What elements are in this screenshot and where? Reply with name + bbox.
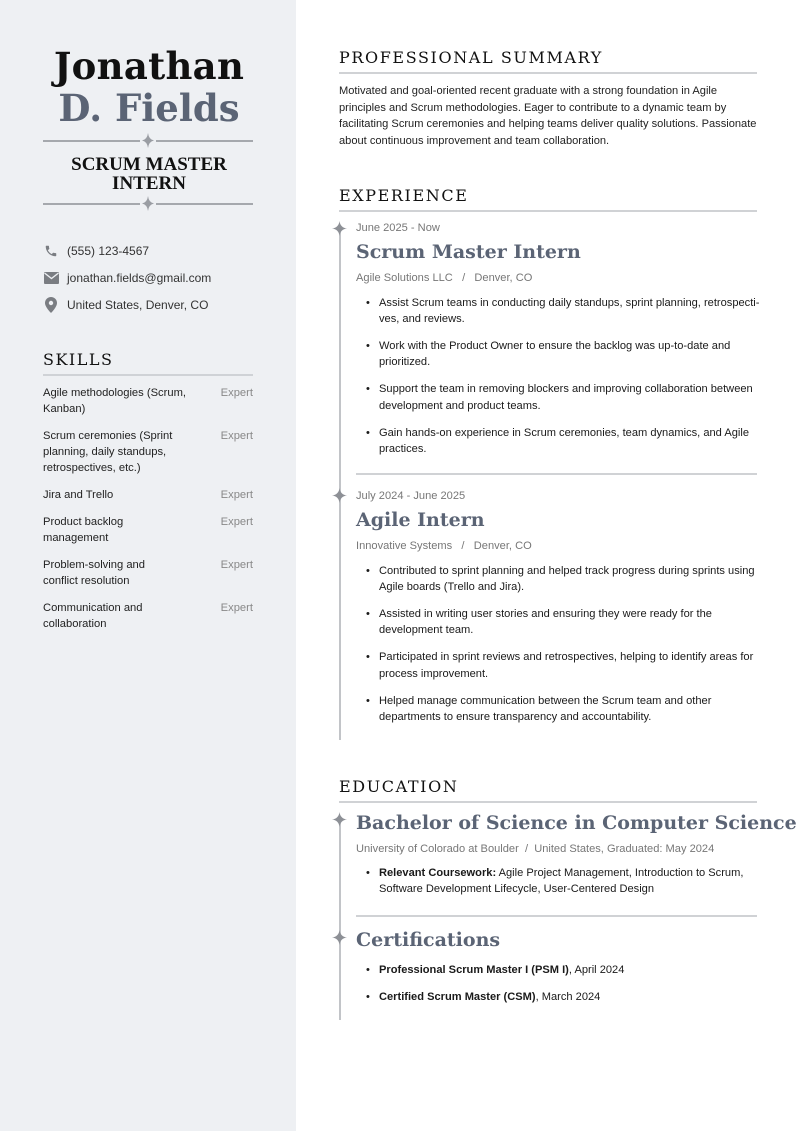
location-text: United States, Denver, CO — [67, 298, 209, 312]
education-bullets — [366, 865, 771, 908]
coursework-list: Agile Project Management, Introduction to Scrum, Software Development Lifecycle, User-Centered Design — [379, 867, 744, 896]
job-title: Scrum Master Intern — [356, 241, 581, 263]
job-bullets — [366, 295, 771, 468]
school-info: University of Colorado at Boulder / United States, Graduated: May 2024 — [356, 843, 715, 855]
email-text: jonathan.fields@gmail.com — [67, 271, 212, 285]
mail-icon — [43, 270, 59, 286]
divider — [339, 72, 757, 74]
skill-item: Product backlog management Expert — [43, 516, 253, 544]
job-bullets — [366, 563, 771, 736]
company-location: Agile Solutions LLC / Denver, CO — [356, 272, 533, 284]
job-title: Agile Intern — [356, 509, 485, 531]
sparkle-icon — [142, 196, 154, 211]
education-heading: EDUCATION — [339, 777, 459, 796]
ornament-divider-top — [43, 135, 253, 147]
bullet-item: • Assist Scrum teams in conducting daily standups, sprint planning, retrospecti-ves, and reviews. — [366, 295, 771, 328]
job-dates: July 2024 - June 2025 — [356, 490, 466, 502]
divider — [339, 801, 757, 803]
certification-item: • Certified Scrum Master (CSM), March 2024 — [366, 989, 771, 1005]
contact-phone — [43, 243, 149, 259]
bullet-item: • Work with the Product Owner to ensure the backlog was up-to-date and prioritized. — [366, 338, 771, 371]
phone-text: (555) 123-4567 — [67, 244, 150, 258]
timeline-line — [339, 822, 341, 1020]
summary-text: Motivated and goal-oriented recent graduate with a strong foundation in Agile principles and Scrum methodologies. Eager to contribute to a dynamic team by facilitating Scrum ceremonies and helping teams deliver quality solutions. Passionate about continuous improvement and team collaboration. — [339, 85, 757, 147]
skill-item: Communication and collaboration Expert — [43, 602, 253, 630]
certifications-list — [366, 962, 771, 1016]
contact-location — [43, 297, 208, 313]
location-pin-icon — [43, 297, 59, 313]
sparkle-icon — [332, 930, 347, 945]
timeline-line — [339, 228, 341, 740]
skill-level: Expert — [220, 516, 253, 528]
ornament-divider-bottom — [43, 198, 253, 210]
contact-email — [43, 270, 211, 286]
sparkle-icon — [332, 488, 347, 503]
job-dates: June 2025 - Now — [356, 222, 440, 234]
certifications-heading: Certifications — [356, 929, 501, 951]
bullet-item: • Assisted in writing user stories and ensuring they were ready for the development team. — [366, 606, 771, 639]
sparkle-icon — [332, 812, 347, 827]
skill-level: Expert — [220, 602, 253, 614]
divider — [356, 473, 757, 475]
job-title: SCRUM MASTER INTERN — [71, 154, 227, 194]
company-location: Innovative Systems / Denver, CO — [356, 540, 532, 552]
bullet-item: • Support the team in removing blockers and improving collaboration between development and product teams. — [366, 381, 771, 414]
experience-heading: EXPERIENCE — [339, 186, 469, 205]
last-name: D. Fields — [58, 86, 240, 130]
summary-heading: PROFESSIONAL SUMMARY — [339, 48, 603, 67]
bullet-item: • Participated in sprint reviews and retrospectives, helping to identify areas for process improvement. — [366, 649, 771, 682]
certification-item: • Professional Scrum Master I (PSM I), April 2024 — [366, 962, 771, 978]
sparkle-icon — [332, 221, 347, 236]
skill-level: Expert — [220, 489, 253, 501]
bullet-item — [366, 865, 771, 898]
skill-level: Expert — [220, 430, 253, 442]
coursework-label: Relevant Coursework: — [379, 867, 497, 879]
sparkle-icon — [142, 133, 154, 148]
divider — [339, 210, 757, 212]
skill-item: Agile methodologies (Scrum, Kanban) Expert — [43, 387, 253, 415]
skill-item: Problem-solving and conflict resolution Expert — [43, 559, 253, 587]
phone-icon — [43, 243, 59, 259]
skills-heading: SKILLS — [43, 350, 114, 369]
bullet-item: • Contributed to sprint planning and helped track progress during sprints using Agile boards (Trello and Jira). — [366, 563, 771, 596]
skill-item: Scrum ceremonies (Sprint planning, daily standups, retrospectives, etc.) Expert — [43, 430, 253, 474]
skill-item: Jira and Trello Expert — [43, 489, 253, 501]
bullet-item: • Helped manage communication between the Scrum team and other departments to ensure transparency and accountability. — [366, 693, 771, 726]
bullet-item: • Gain hands-on experience in Scrum ceremonies, team dynamics, and Agile practices. — [366, 425, 771, 458]
divider — [43, 374, 253, 376]
skill-level: Expert — [220, 387, 253, 399]
first-name: Jonathan — [53, 44, 245, 88]
degree-title: Bachelor of Science in Computer Science — [356, 812, 797, 834]
skill-level: Expert — [220, 559, 253, 571]
divider — [356, 915, 757, 917]
